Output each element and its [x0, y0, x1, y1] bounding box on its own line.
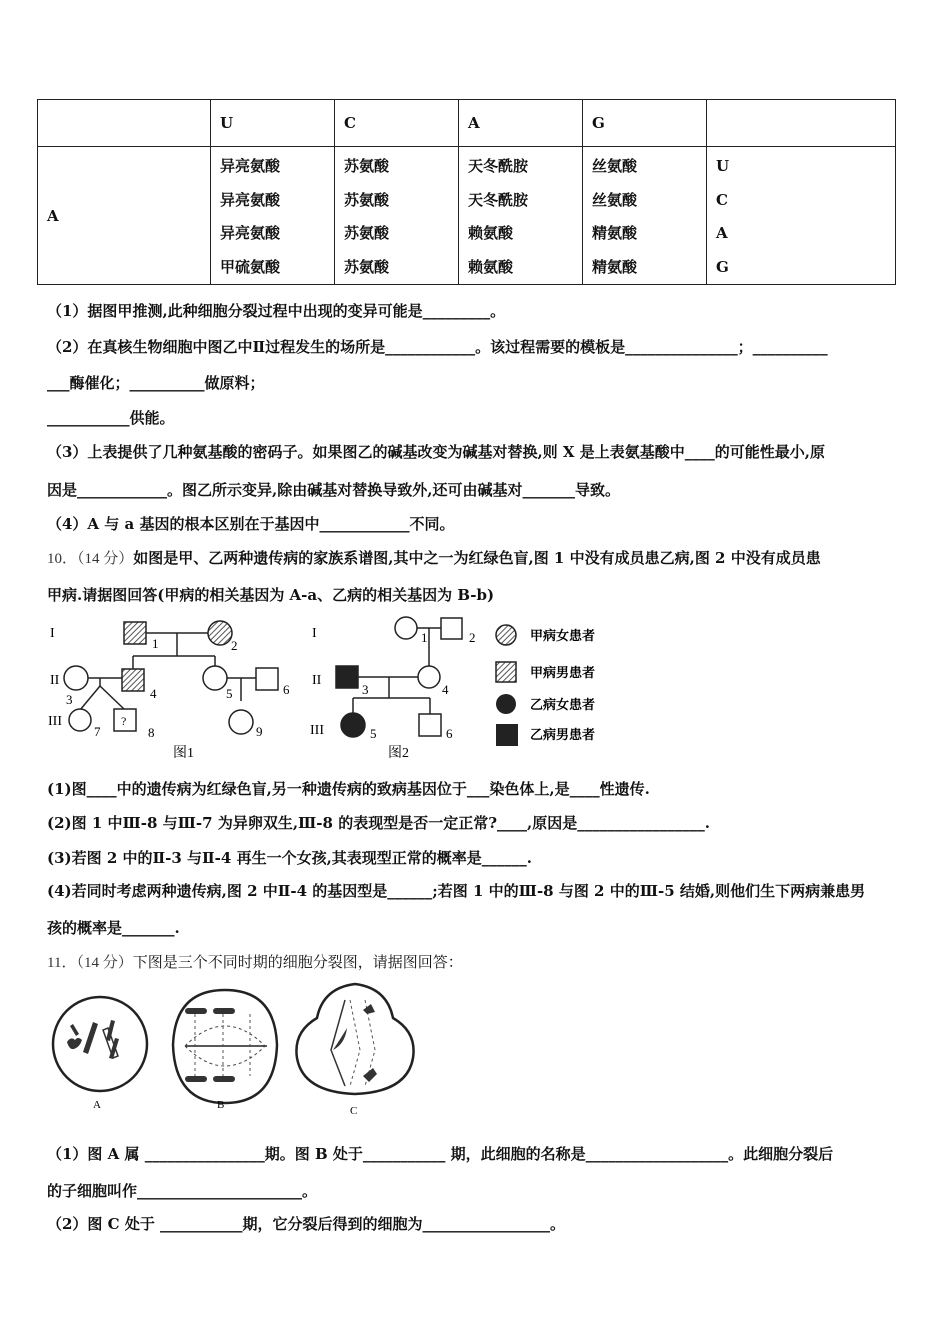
pedigree-number: 1: [152, 636, 159, 651]
cell-value: G: [716, 257, 729, 276]
legend-label: 乙病男患者: [530, 727, 596, 742]
pedigree-number: 2: [231, 638, 238, 653]
unknown-mark: ?: [121, 714, 127, 728]
fig2-female-normal: [395, 617, 417, 639]
legend-label: 甲病男患者: [530, 665, 596, 680]
header-cell: U: [211, 100, 335, 147]
q10-q4-line-1: (4)若同时考虑两种遗传病,图 2 中Ⅱ-4 的基因型是______;若图 1 中的Ⅲ-8 与图 2 中的Ⅲ-5 结婚,则他们生下两病兼患男: [47, 882, 866, 900]
cell-value: C: [716, 190, 728, 209]
q9-line-5: （3）上表提供了几种氨基酸的密码子。如果图乙的碱基改变为碱基对替换,则 X 是上表氨基酸中____的可能性最小,原: [47, 443, 825, 461]
pedigree-number: 4: [150, 686, 157, 701]
gen-label: II: [312, 673, 322, 688]
q11-q1-line-1: （1）图 A 属 ________________期。图 B 处于___________ 期，此细胞的名称是___________________。此细胞分裂后: [47, 1145, 834, 1163]
cell-b-diagram: [173, 990, 277, 1111]
fig1-male-affected: [124, 622, 146, 644]
table-header-row: [38, 100, 896, 147]
q11-q2: （2）图 C 处于 ___________期，它分裂后得到的细胞为_________________。: [47, 1215, 566, 1233]
cell-value: 苏氨酸: [344, 257, 390, 276]
q10-intro: [47, 547, 821, 568]
codon-table: [37, 99, 896, 285]
pedigree-number: 3: [362, 682, 369, 697]
gen-label: III: [310, 723, 324, 738]
header-cell: A: [459, 100, 583, 147]
cell-value: 异亮氨酸: [220, 224, 281, 242]
pedigree-figure: [40, 612, 620, 768]
q10-text-2: 甲病.请据图回答(甲病的相关基因为 A-a、乙病的相关基因为 B-b): [47, 586, 495, 604]
q9-line-7: （4）A 与 a 基因的根本区别在于基因中____________不同。: [47, 515, 455, 533]
pedigree-number: 2: [469, 630, 476, 645]
gen-label: I: [50, 626, 55, 641]
header-cell: G: [583, 100, 707, 147]
q10-q3: (3)若图 2 中的Ⅱ-3 与Ⅱ-4 再生一个女孩,其表现型正常的概率是______.: [47, 849, 533, 867]
cell-value: 精氨酸: [592, 257, 638, 276]
cell-a-diagram: [53, 997, 147, 1111]
fig1-female-affected: [208, 621, 232, 645]
cell-value: 丝氨酸: [592, 190, 638, 209]
q10-q1: (1)图____中的遗传病为红绿色盲,另一种遗传病的致病基因位于___染色体上,是____性遗传.: [47, 780, 650, 798]
q11-intro: [47, 951, 463, 972]
pedigree-1: [48, 621, 290, 761]
question-number: 11．（14 分）: [47, 955, 133, 971]
q9-line-3: ___酶催化；__________做原料；: [47, 374, 265, 392]
legend-label: 甲病女患者: [530, 628, 596, 643]
fig1-male-affected: [122, 669, 144, 691]
pedigree-number: 8: [148, 725, 155, 740]
table-cell: [459, 147, 583, 285]
pedigree-number: 5: [370, 726, 377, 741]
fig1-female-normal: [69, 709, 91, 731]
pedigree-number: 3: [66, 692, 73, 707]
cell-value: 天冬酰胺: [468, 190, 529, 209]
cell-value: 天冬酰胺: [468, 157, 529, 175]
pedigree-number: 6: [283, 682, 290, 697]
cell-value: 异亮氨酸: [220, 157, 281, 175]
cell-value: 精氨酸: [592, 224, 638, 242]
pedigree-number: 4: [442, 682, 449, 697]
pedigree-number: 7: [94, 724, 101, 739]
legend-label: 乙病女患者: [530, 697, 596, 712]
pedigree-number: 6: [446, 726, 453, 741]
fig1-female-normal: [64, 666, 88, 690]
fig1-female-normal: [229, 710, 253, 734]
cell-value: 赖氨酸: [468, 257, 514, 276]
cell-label: C: [350, 1105, 358, 1117]
header-cell: C: [335, 100, 459, 147]
cell-value: 异亮氨酸: [220, 190, 281, 209]
pedigree-legend: [496, 625, 595, 746]
q9-line-2: （2）在真核生物细胞中图乙中Ⅱ过程发生的场所是____________。该过程需要的模板是_______________；__________: [47, 338, 828, 356]
header-cell: [707, 100, 896, 147]
gen-label: III: [48, 714, 62, 729]
fig2-male-normal: [419, 714, 441, 736]
pedigree-2: [310, 617, 476, 761]
cell-value: 甲硫氨酸: [220, 257, 281, 276]
cell-value: 苏氨酸: [344, 224, 390, 242]
table-cell: [583, 147, 707, 285]
q9-line-1: （1）据图甲推测,此种细胞分裂过程中出现的变异可能是_________。: [47, 302, 506, 320]
cell-value: 苏氨酸: [344, 157, 390, 175]
q9-line-6: 因是____________。图乙所示变异,除由碱基对替换导致外,还可由碱基对_______导致。: [47, 481, 620, 499]
pedigree-number: 1: [421, 630, 428, 645]
q10-q2: (2)图 1 中Ⅲ-8 与Ⅲ-7 为异卵双生,Ⅲ-8 的表现型是否一定正常?____,原因是_________________.: [47, 814, 710, 832]
cell-value: 赖氨酸: [468, 224, 514, 242]
legend-male-disease2-icon: [496, 724, 518, 746]
fig1-male-normal: [256, 668, 278, 690]
figure-caption: 图2: [388, 746, 409, 761]
cell-value: A: [716, 224, 728, 242]
q9-line-4: ___________供能。: [47, 409, 175, 427]
q10-q4-line-2: 孩的概率是_______.: [47, 919, 180, 937]
cell-label: B: [217, 1099, 225, 1111]
fig2-female-affected: [341, 713, 365, 737]
cell-value: 苏氨酸: [344, 190, 390, 209]
table-cell: [335, 147, 459, 285]
gen-label: I: [312, 626, 317, 641]
fig2-female-normal: [418, 666, 440, 688]
table-cell: [211, 147, 335, 285]
fig2-male-normal: [441, 618, 462, 639]
q11-intro-text: 下图是三个不同时期的细胞分裂图，请据图回答：: [132, 953, 463, 971]
gen-label: II: [50, 673, 60, 688]
pedigree-number: 9: [256, 724, 263, 739]
legend-female-disease1-icon: [496, 625, 516, 645]
cell-value: 丝氨酸: [592, 157, 638, 175]
figure-caption: 图1: [173, 746, 194, 761]
legend-female-disease2-icon: [496, 694, 516, 714]
row-label: A: [38, 147, 211, 285]
table-cell: [707, 147, 896, 285]
q10-text-1: 如图是甲、乙两种遗传病的家族系谱图,其中之一为红绿色盲,图 1 中没有成员患乙病,图 2 中没有成员患: [133, 549, 821, 567]
legend-male-disease1-icon: [496, 662, 516, 682]
cell-c-diagram: [296, 984, 413, 1117]
cell-value: U: [716, 157, 730, 175]
fig2-male-affected: [336, 666, 358, 688]
fig1-female-normal: [203, 666, 227, 690]
table-row: [38, 147, 896, 285]
cell-label: A: [93, 1099, 101, 1111]
cell-division-figure: [45, 980, 425, 1120]
q11-q1-line-2: 的子细胞叫作______________________。: [47, 1182, 318, 1200]
header-cell: [38, 100, 211, 147]
pedigree-number: 5: [226, 686, 233, 701]
question-number: 10．（14 分）: [47, 551, 134, 567]
